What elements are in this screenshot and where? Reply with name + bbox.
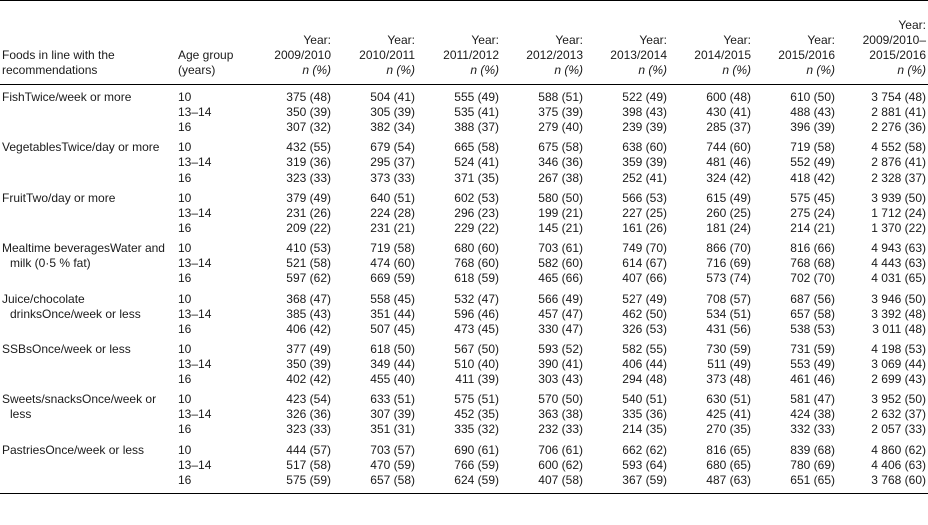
value-cell: 2 276 (36) [871,120,926,135]
value-cell: 335 (36) [622,407,667,422]
year-line2: 2009/2010–2015/2016 [862,33,926,62]
value-cell: 270 (35) [706,422,751,437]
age-group-cell: 10 [178,341,192,356]
value-cell: 602 (53) [454,190,499,205]
n-label: n (%) [722,63,751,77]
value-cell: 665 (58) [454,140,499,155]
value-cell: 161 (26) [622,220,667,235]
value-cell: 432 (55) [286,140,331,155]
value-cell: 330 (47) [538,321,583,336]
age-group-cell: 10 [178,392,192,407]
value-cell: 410 (53) [286,241,331,256]
value-cell: 3 754 (48) [871,90,926,104]
value-cell: 749 (70) [622,241,667,256]
value-cell: 680 (60) [454,241,499,256]
value-cell: 473 (45) [454,321,499,336]
age-group-cell: 13–14 [178,256,212,271]
table-row [0,85,928,106]
year-line1: Year: [807,33,835,47]
n-label: n (%) [554,63,583,77]
header-row [0,1,928,85]
value-cell: 367 (59) [622,472,667,487]
value-cell: 566 (53) [622,190,667,205]
header-age-label: Age group (years) [178,48,234,77]
value-cell: 418 (42) [790,170,835,185]
value-cell: 657 (58) [790,306,835,321]
value-cell: 373 (33) [370,170,415,185]
value-cell: 524 (41) [454,155,499,170]
value-cell: 573 (74) [706,271,751,286]
value-cell: 703 (61) [538,241,583,256]
food-category-label: FishTwice/week or more [2,90,132,104]
value-cell: 406 (44) [622,356,667,371]
value-cell: 323 (33) [286,170,331,185]
value-cell: 534 (51) [706,306,751,321]
age-group-cell: 10 [178,291,192,306]
value-cell: 638 (60) [622,140,667,155]
food-category-label: SSBsOnce/week or less [2,341,131,356]
value-cell: 470 (59) [370,457,415,472]
value-cell: 285 (37) [706,120,751,135]
value-cell: 3 946 (50) [871,291,926,306]
year-line1: Year: [303,33,331,47]
value-cell: 465 (66) [538,271,583,286]
age-group-cell: 10 [178,140,192,155]
age-group-cell: 10 [178,442,192,457]
header-year-3 [501,1,585,85]
food-category-cell [0,438,176,494]
value-cell: 535 (41) [454,105,499,119]
value-cell: 510 (40) [454,356,499,371]
year-line1: Year: [471,33,499,47]
value-cell: 600 (62) [538,457,583,472]
value-cell: 3 939 (50) [871,190,926,205]
value-cell: 430 (41) [706,105,751,119]
year-line2: 2009/2010 [274,48,331,62]
n-label: n (%) [897,63,926,77]
age-group-cell: 13–14 [178,407,212,422]
age-group-cell: 13–14 [178,205,212,220]
age-group-cell: 16 [178,271,192,286]
value-cell: 679 (54) [370,140,415,155]
value-cell: 423 (54) [286,392,331,407]
value-cell: 4 552 (58) [871,140,926,155]
value-cell: 296 (23) [454,205,499,220]
table-row [0,236,928,256]
value-cell: 305 (39) [370,105,415,119]
value-cell: 209 (22) [286,220,331,235]
n-label: n (%) [470,63,499,77]
value-cell: 768 (60) [454,256,499,271]
value-cell: 424 (38) [790,407,835,422]
value-cell: 351 (31) [370,422,415,437]
value-cell: 363 (38) [538,407,583,422]
value-cell: 610 (50) [790,90,835,104]
age-group-cell: 16 [178,120,192,135]
value-cell: 690 (61) [454,442,499,457]
age-group-cell: 13–14 [178,457,212,472]
value-cell: 267 (38) [538,170,583,185]
value-cell: 780 (69) [790,457,835,472]
value-cell: 351 (44) [370,306,415,321]
value-cell: 600 (48) [706,90,751,104]
value-cell: 307 (39) [370,407,415,422]
value-cell: 719 (58) [370,241,415,256]
value-cell: 687 (56) [790,291,835,306]
value-cell: 582 (55) [622,341,667,356]
food-category-label: PastriesOnce/week or less [2,442,145,457]
n-label: n (%) [386,63,415,77]
value-cell: 4 198 (53) [871,341,926,356]
food-category-cell [0,85,176,136]
value-cell: 4 860 (62) [871,442,926,457]
age-group-cell: 10 [178,190,192,205]
value-cell: 385 (43) [286,306,331,321]
value-cell: 457 (47) [538,306,583,321]
value-cell: 307 (32) [286,120,331,135]
food-category-label: Mealtime beveragesWater and milk (0·5 % fat) [2,241,165,271]
table-body [0,85,928,494]
value-cell: 260 (25) [706,205,751,220]
value-cell: 558 (45) [370,291,415,306]
food-category-cell [0,337,176,387]
value-cell: 567 (50) [454,341,499,356]
value-cell: 431 (56) [706,321,751,336]
n-label: n (%) [638,63,667,77]
value-cell: 588 (51) [538,90,583,104]
value-cell: 3 011 (48) [872,321,926,336]
value-cell: 575 (59) [286,472,331,487]
value-cell: 624 (59) [454,472,499,487]
value-cell: 618 (50) [370,341,415,356]
age-group-cell: 16 [178,472,192,487]
value-cell: 3 069 (44) [871,356,926,371]
value-cell: 3 768 (60) [871,472,926,487]
value-cell: 239 (39) [622,120,667,135]
year-line1: Year: [387,33,415,47]
value-cell: 581 (47) [790,392,835,407]
table-row [0,337,928,357]
value-cell: 326 (53) [622,321,667,336]
value-cell: 766 (59) [454,457,499,472]
year-line1: Year: [723,33,751,47]
value-cell: 455 (40) [370,372,415,387]
value-cell: 199 (21) [538,205,583,220]
value-cell: 731 (59) [790,341,835,356]
value-cell: 474 (60) [370,256,415,271]
value-cell: 517 (58) [286,457,331,472]
value-cell: 522 (49) [622,90,667,104]
value-cell: 706 (61) [538,442,583,457]
value-cell: 582 (60) [538,256,583,271]
bottom-rule [0,493,928,494]
value-cell: 527 (49) [622,291,667,306]
header-foods-label: Foods in line with the recommendations [2,48,115,77]
value-cell: 532 (47) [454,291,499,306]
value-cell: 504 (41) [370,90,415,104]
food-category-label: FruitTwo/day or more [2,190,116,205]
year-line2: 2010/2011 [359,48,415,62]
value-cell: 252 (41) [622,170,667,185]
value-cell: 411 (39) [455,372,499,387]
value-cell: 675 (58) [538,140,583,155]
value-cell: 816 (65) [706,442,751,457]
value-cell: 3 392 (48) [871,306,926,321]
value-cell: 2 881 (41) [871,105,926,119]
value-cell: 640 (51) [370,190,415,205]
table-row [0,287,928,307]
value-cell: 181 (24) [706,220,751,235]
value-cell: 4 031 (65) [871,271,926,286]
value-cell: 580 (50) [538,190,583,205]
value-cell: 487 (63) [706,472,751,487]
age-group-cell: 13–14 [178,306,212,321]
value-cell: 744 (60) [706,140,751,155]
value-cell: 2 632 (37) [871,407,926,422]
value-cell: 538 (53) [790,321,835,336]
value-cell: 279 (40) [538,120,583,135]
header-year-2 [417,1,501,85]
year-line2: 2011/2012 [443,48,499,62]
table-row [0,135,928,155]
age-group-cell: 16 [178,321,192,336]
value-cell: 488 (43) [790,105,835,119]
value-cell: 614 (67) [622,256,667,271]
year-line2: 2012/2013 [526,48,583,62]
age-group-cell: 13–14 [178,105,212,119]
value-cell: 359 (39) [622,155,667,170]
value-cell: 294 (48) [622,372,667,387]
value-cell: 326 (36) [286,407,331,422]
header-year-4 [585,1,669,85]
value-cell: 275 (24) [790,205,835,220]
value-cell: 229 (22) [454,220,499,235]
food-category-label: VegetablesTwice/day or more [2,140,160,155]
value-cell: 461 (46) [790,372,835,387]
table-row [0,438,928,458]
value-cell: 651 (65) [790,472,835,487]
n-label: n (%) [302,63,331,77]
value-cell: 231 (26) [286,205,331,220]
value-cell: 633 (51) [370,392,415,407]
value-cell: 2 057 (33) [871,422,926,437]
value-cell: 232 (33) [538,422,583,437]
value-cell: 214 (35) [622,422,667,437]
table-row [0,186,928,206]
value-cell: 375 (48) [286,90,331,104]
value-cell: 425 (41) [706,407,751,422]
value-cell: 816 (66) [790,241,835,256]
value-cell: 335 (32) [454,422,499,437]
value-cell: 593 (52) [538,341,583,356]
value-cell: 680 (65) [706,457,751,472]
value-cell: 1 370 (22) [871,220,926,235]
value-cell: 593 (64) [622,457,667,472]
header-year-6 [753,1,837,85]
value-cell: 379 (49) [286,190,331,205]
value-cell: 4 943 (63) [871,241,926,256]
value-cell: 662 (62) [622,442,667,457]
value-cell: 566 (49) [538,291,583,306]
value-cell: 657 (58) [370,472,415,487]
value-cell: 2 876 (41) [871,155,926,170]
value-cell: 396 (39) [790,120,835,135]
food-category-label: Sweets/snacksOnce/week or less [2,392,157,422]
header-foods [0,1,176,85]
value-cell: 597 (62) [286,271,331,286]
value-cell: 324 (42) [706,170,751,185]
table-header [0,1,928,85]
age-group-cell: 16 [178,422,192,437]
value-cell: 407 (66) [622,271,667,286]
value-cell: 553 (49) [790,356,835,371]
value-cell: 552 (49) [790,155,835,170]
age-group-cell: 13–14 [178,356,212,371]
header-year-total [837,1,928,85]
value-cell: 368 (47) [286,291,331,306]
value-cell: 375 (39) [538,105,583,119]
age-group-cell: 10 [178,90,192,104]
value-cell: 214 (21) [790,220,835,235]
value-cell: 373 (48) [706,372,751,387]
value-cell: 382 (34) [370,120,415,135]
table-row [0,387,928,407]
age-group-cell: 10 [178,241,192,256]
value-cell: 575 (51) [454,392,499,407]
value-cell: 839 (68) [790,442,835,457]
value-cell: 319 (36) [286,155,331,170]
food-category-cell [0,236,176,286]
header-age-group [176,1,249,85]
year-line2: 2015/2016 [778,48,835,62]
value-cell: 708 (57) [706,291,751,306]
year-line1: Year: [639,33,667,47]
value-cell: 615 (49) [706,190,751,205]
value-cell: 444 (57) [286,442,331,457]
value-cell: 227 (25) [622,205,667,220]
value-cell: 521 (58) [286,256,331,271]
value-cell: 350 (39) [286,356,331,371]
value-cell: 402 (42) [286,372,331,387]
age-group-cell: 13–14 [178,155,212,170]
value-cell: 452 (35) [454,407,499,422]
value-cell: 388 (37) [454,120,499,135]
value-cell: 703 (57) [370,442,415,457]
value-cell: 716 (69) [706,256,751,271]
value-cell: 231 (21) [370,220,415,235]
year-line1: Year: [898,18,926,32]
value-cell: 730 (59) [706,341,751,356]
value-cell: 575 (45) [790,190,835,205]
table-footer-rule [0,493,928,494]
value-cell: 332 (33) [790,422,835,437]
age-group-cell: 16 [178,170,192,185]
value-cell: 702 (70) [790,271,835,286]
value-cell: 507 (45) [370,321,415,336]
year-line1: Year: [555,33,583,47]
value-cell: 866 (70) [706,241,751,256]
value-cell: 4 406 (63) [871,457,926,472]
food-category-cell [0,135,176,185]
value-cell: 323 (33) [286,422,331,437]
value-cell: 596 (46) [454,306,499,321]
value-cell: 481 (46) [706,155,751,170]
value-cell: 511 (49) [707,356,751,371]
value-cell: 349 (44) [370,356,415,371]
value-cell: 407 (58) [538,472,583,487]
value-cell: 2 699 (43) [871,372,926,387]
value-cell: 669 (59) [370,271,415,286]
header-year-1 [333,1,417,85]
value-cell: 398 (43) [622,105,667,119]
value-cell: 719 (58) [790,140,835,155]
value-cell: 371 (35) [454,170,499,185]
food-category-cell [0,387,176,437]
value-cell: 570 (50) [538,392,583,407]
value-cell: 768 (68) [790,256,835,271]
header-year-0 [249,1,333,85]
food-category-cell [0,186,176,236]
n-label: n (%) [806,63,835,77]
value-cell: 630 (51) [706,392,751,407]
age-group-cell: 16 [178,372,192,387]
value-cell: 145 (21) [538,220,583,235]
value-cell: 350 (39) [286,105,331,119]
value-cell: 1 712 (24) [871,205,926,220]
value-cell: 406 (42) [286,321,331,336]
value-cell: 540 (51) [622,392,667,407]
year-line2: 2013/2014 [610,48,667,62]
value-cell: 295 (37) [370,155,415,170]
value-cell: 3 952 (50) [871,392,926,407]
value-cell: 618 (59) [454,271,499,286]
value-cell: 377 (49) [286,341,331,356]
value-cell: 555 (49) [454,90,499,104]
value-cell: 390 (41) [538,356,583,371]
header-year-5 [669,1,753,85]
value-cell: 2 328 (37) [871,170,926,185]
age-group-cell: 16 [178,220,192,235]
food-category-label: Juice/chocolate drinksOnce/week or less [2,291,141,321]
value-cell: 462 (50) [622,306,667,321]
value-cell: 346 (36) [538,155,583,170]
food-category-cell [0,287,176,337]
value-cell: 303 (43) [538,372,583,387]
year-line2: 2014/2015 [694,48,751,62]
value-cell: 4 443 (63) [871,256,926,271]
value-cell: 224 (28) [370,205,415,220]
